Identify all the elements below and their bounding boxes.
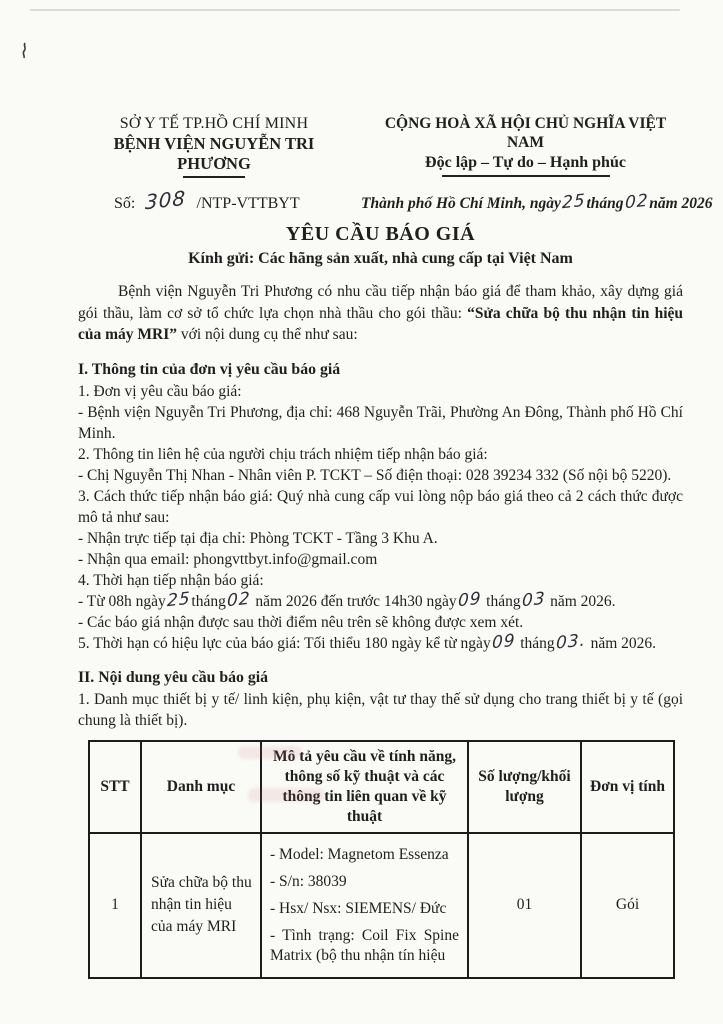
handwritten-start-day: 25 (166, 588, 191, 611)
validity-seg2: tháng (516, 634, 555, 652)
handwritten-document-number: 308 (145, 185, 187, 215)
issuing-org-block (78, 114, 350, 178)
document-number-line (78, 185, 350, 215)
national-header-block (368, 114, 683, 177)
motto-underline-rule (442, 175, 610, 177)
row-stt: 1 (89, 833, 141, 978)
section1-item4: 4. Thời hạn tiếp nhận báo giá: (78, 571, 264, 589)
section2-intro: 1. Danh mục thiết bị y tế/ linh kiện, phụ kiện, vật tư thay thế sử dụng cho trang thiết bị y tế (gọi chung là thiết bị). (78, 690, 683, 729)
deadline-seg5: năm 2026. (546, 592, 616, 610)
section1-item2: 2. Thông tin liên hệ của người chịu trách nhiệm tiếp nhận báo giá: (78, 445, 488, 463)
section1-item3a-direct: - Nhận trực tiếp tại địa chỉ: Phòng TCKT - Tầng 3 Khu A. (78, 529, 438, 547)
hospital-name: BỆNH VIỆN NGUYỄN TRI PHƯƠNG (113, 134, 315, 173)
deadline-seg3: năm 2026 đến trước 14h30 ngày (251, 592, 457, 610)
section1-item3b-email: - Nhận qua email: phongvttbyt.info@gmail.com (78, 550, 378, 568)
section1-heading: I. Thông tin của đơn vị yêu cầu báo giá (78, 360, 341, 378)
col-header-mo-ta: Mô tả yêu cầu về tính năng, thông số kỹ thuật và các thông tin liên quan về kỹ thuật (261, 741, 468, 833)
validity-seg1: 5. Thời hạn có hiệu lực của báo giá: Tối thiểu 180 ngày kể từ ngày (78, 634, 491, 652)
validity-seg3: năm 2026. (586, 634, 656, 652)
date-prefix: Thành phố Hồ Chí Minh, ngày (361, 195, 561, 212)
intro-text-pre: Bệnh viện Nguyễn Tri Phương có nhu cầu tiếp nhận báo giá để tham khảo, xây dựng giá gói thầu, làm cơ sở tổ chức lựa chọn nhà thầu cho gói thầu: (78, 283, 683, 322)
col-header-stt: STT (89, 741, 141, 833)
handwritten-month: 02 (624, 190, 649, 214)
equipment-table (88, 740, 675, 979)
ink-bleed-mark (248, 788, 324, 802)
section1-item4b-note: - Các báo giá nhận được sau thời điểm nêu trên sẽ không được xem xét. (78, 613, 524, 631)
spec-model: - Model: Magnetom Essenza (270, 845, 449, 863)
document-title: YÊU CẦU BÁO GIÁ (285, 223, 476, 245)
intro-text-post: với nội dung cụ thể như sau: (177, 326, 358, 343)
col-header-don-vi: Đơn vị tính (581, 741, 674, 833)
spec-serial: - S/n: 38039 (270, 872, 347, 890)
handwritten-start-month: 02 (226, 588, 251, 611)
document-recipient-line: Kính gửi: Các hãng sản xuất, nhà cung cấp tại Việt Nam (188, 250, 573, 267)
row-mo-ta (261, 833, 468, 978)
document-header (78, 114, 683, 178)
org-underline-rule (183, 176, 245, 178)
number-date-row (78, 185, 713, 215)
parent-org-name: SỞ Y TẾ TP.HỒ CHÍ MINH (119, 115, 309, 132)
number-suffix: /NTP-VTTBYT (196, 195, 300, 212)
deadline-seg1: - Từ 08h ngày (78, 592, 166, 610)
place-date-line (361, 190, 713, 214)
date-middle: tháng (586, 195, 624, 212)
row-so-luong: 01 (468, 833, 581, 978)
date-suffix: năm 2026 (649, 195, 713, 212)
section1-item5-validity (78, 629, 683, 654)
section1-item3: 3. Cách thức tiếp nhận báo giá: Quý nhà cung cấp vui lòng nộp báo giá theo cả 2 cách thức được mô tả như sau: (78, 487, 683, 526)
national-motto: Độc lập – Tự do – Hạnh phúc (425, 154, 626, 171)
ink-bleed-mark (238, 746, 302, 759)
deadline-seg4: tháng (482, 592, 521, 610)
handwritten-validity-month: 03. (555, 629, 586, 654)
deadline-seg2: tháng (191, 592, 226, 610)
national-title: CỘNG HOÀ XÃ HỘI CHỦ NGHĨA VIỆT NAM (384, 115, 667, 151)
number-label: Số: (114, 195, 136, 212)
handwritten-day: 25 (561, 190, 586, 214)
table-header-row (89, 741, 674, 833)
intro-paragraph (78, 281, 683, 346)
table-row (89, 833, 674, 978)
spec-condition: - Tình trạng: Coil Fix Spine Matrix (bộ thu nhận tín hiệu (270, 926, 459, 964)
row-danh-muc: Sửa chữa bộ thu nhận tin hiệu của máy MRI (141, 833, 261, 978)
handwritten-validity-day: 09 (491, 630, 516, 653)
handwritten-end-day: 09 (457, 588, 482, 611)
package-name: “Sửa chữa bộ thu nhận tin hiệu của máy MRI” (78, 304, 683, 343)
handwritten-end-month: 03 (521, 588, 546, 611)
col-header-danh-muc: Danh mục (141, 741, 261, 833)
section2-heading: II. Nội dung yêu cầu báo giá (78, 668, 269, 686)
section1-item1a-address: - Bệnh viện Nguyễn Tri Phương, địa chỉ: 468 Nguyễn Trãi, Phường An Đông, Thành phố Hồ Chí Minh. (78, 403, 683, 442)
row-don-vi: Gói (581, 833, 674, 978)
section1-item4a-deadline (78, 588, 683, 612)
section1-item1: 1. Đơn vị yêu cầu báo giá: (78, 382, 242, 400)
col-header-so-luong: Số lượng/khối lượng (468, 741, 581, 833)
spec-manufacturer: - Hsx/ Nsx: SIEMENS/ Đức (270, 899, 447, 917)
section1-item2a-contact: - Chị Nguyễn Thị Nhan - Nhân viên P. TCKT – Số điện thoại: 028 39234 332 (Số nội bộ 5220). (78, 466, 672, 484)
